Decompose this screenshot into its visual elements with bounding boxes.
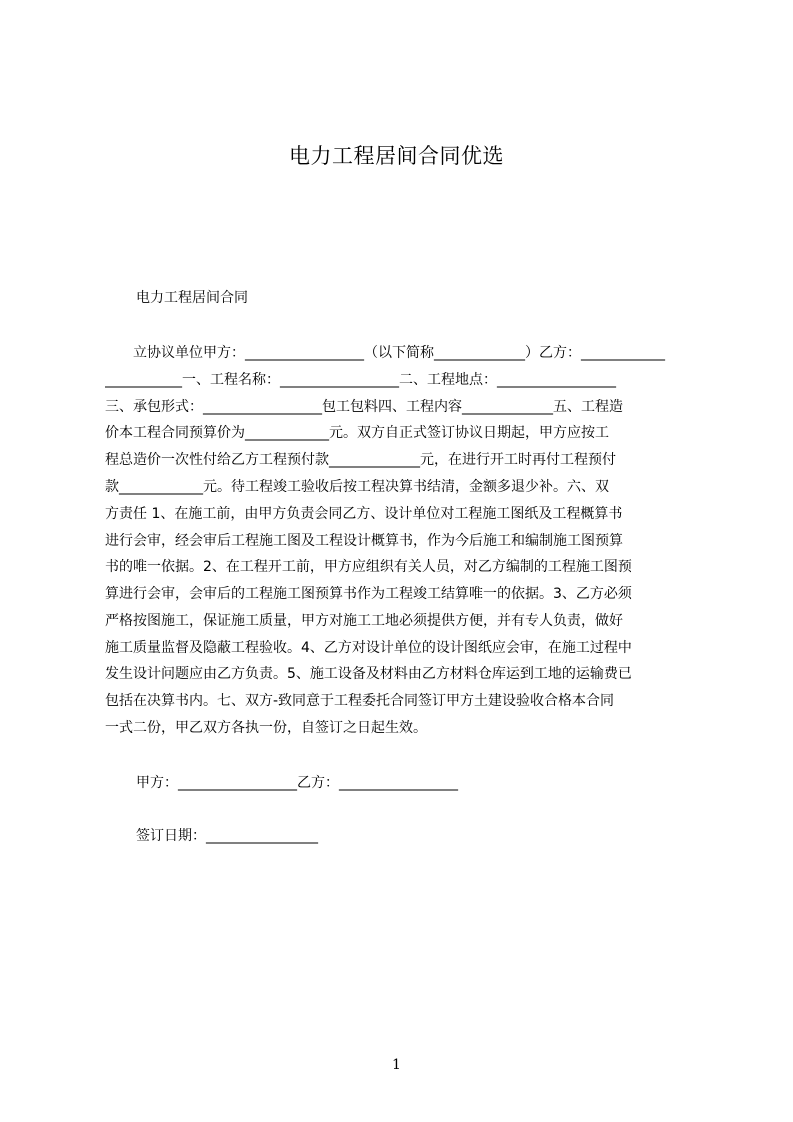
contract-body [105,340,697,742]
contract-line: 价本工程合同预算价为____________元。双方自正式签订协议日期起，甲方应按工 [105,425,609,441]
contract-line: 算进行会审，会审后的工程施工图预算书作为工程竣工结算唯一的依据。3、乙方必须 [105,586,632,602]
contract-line: 立协议单位甲方：_________________（以下简称_____________）乙方：____________ [105,345,665,361]
contract-line: 款____________元。待工程竣工验收后按工程决算书结清，金额多退少补。六、双 [105,479,609,495]
contract-line: 一式二份，甲乙双方各执一份，自签订之日起生效。 [105,720,427,736]
contract-line: 施工质量监督及隐蔽工程验收。4、乙方对设计单位的设计图纸应会审，在施工过程中 [105,640,632,656]
contract-line: ___________一、工程名称：_________________二、工程地点：_________________ [105,372,616,388]
contract-line: 方责任 1、在施工前，由甲方负责会同乙方、设计单位对工程施工图纸及工程概算书 [105,506,623,522]
document-subtitle: 电力工程居间合同 [136,290,248,306]
contract-line: 发生设计问题应由乙方负责。5、施工设备及材料由乙方材料仓库运到工地的运输费已 [105,666,632,682]
contract-line: 三、承包形式：_________________包工包料四、工程内容_____________五、工程造 [105,399,623,415]
document-title: 电力工程居间合同优选 [289,144,504,168]
contract-line: 严格按图施工，保证施工质量，甲方对施工工地必须提供方便，并有专人负责，做好 [105,613,623,629]
contract-line: 进行会审，经会审后工程施工图及工程设计概算书，作为今后施工和编制施工图预算 [105,533,623,549]
signature-line: 甲方：_________________乙方：_________________ [136,775,458,791]
sign-date-line: 签订日期：________________ [136,828,318,844]
contract-line: 书的唯一依据。2、在工程开工前，甲方应组织有关人员，对乙方编制的工程施工图预 [105,559,632,575]
page-number: 1 [392,1057,401,1073]
contract-line: 程总造价一次性付给乙方工程预付款_____________元，在进行开工时再付工程预付 [105,452,616,468]
contract-line: 包括在决算书内。七、双方-致同意于工程委托合同签订甲方土建设验收合格本合同 [105,693,615,709]
